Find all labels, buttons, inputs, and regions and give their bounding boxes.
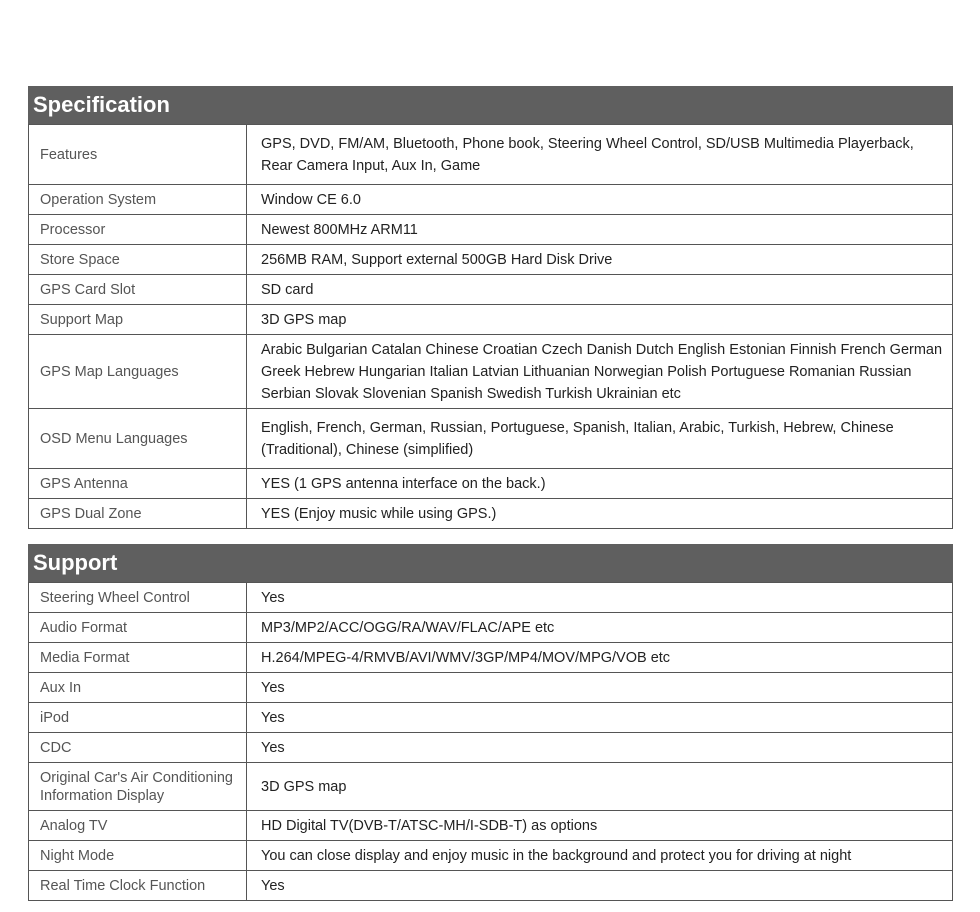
table-row [29,245,953,275]
row-value: GPS, DVD, FM/AM, Bluetooth, Phone book, Steering Wheel Control, SD/USB Multimedia Playerback, Rear Camera Input, Aux In, Game [247,125,953,185]
table-row [29,275,953,305]
row-label: Steering Wheel Control [29,583,247,613]
row-label: Night Mode [29,841,247,871]
table-row [29,811,953,841]
row-value: English, French, German, Russian, Portuguese, Spanish, Italian, Arabic, Turkish, Hebrew, Chinese (Traditional), Chinese (simplified) [247,409,953,469]
row-label: Aux In [29,673,247,703]
row-value: Window CE 6.0 [247,185,953,215]
row-value: Yes [247,583,953,613]
row-value: Yes [247,673,953,703]
support-section [28,544,953,901]
row-value: 3D GPS map [247,305,953,335]
row-value: YES (1 GPS antenna interface on the back.) [247,469,953,499]
row-value: MP3/MP2/ACC/OGG/RA/WAV/FLAC/APE etc [247,613,953,643]
row-label: Processor [29,215,247,245]
row-label: Audio Format [29,613,247,643]
support-table [28,582,953,901]
table-row [29,643,953,673]
row-label: Analog TV [29,811,247,841]
table-row [29,703,953,733]
row-value: YES (Enjoy music while using GPS.) [247,499,953,529]
specification-header: Specification [28,86,953,124]
table-row [29,185,953,215]
table-row [29,763,953,811]
row-label: Features [29,125,247,185]
row-label: Store Space [29,245,247,275]
row-value: H.264/MPEG-4/RMVB/AVI/WMV/3GP/MP4/MOV/MPG/VOB etc [247,643,953,673]
row-label: Original Car's Air Conditioning Information Display [29,763,247,811]
table-row [29,841,953,871]
row-value: Newest 800MHz ARM11 [247,215,953,245]
row-value: Yes [247,703,953,733]
row-value: HD Digital TV(DVB-T/ATSC-MH/I-SDB-T) as options [247,811,953,841]
support-header: Support [28,544,953,582]
table-row [29,335,953,409]
table-row [29,305,953,335]
table-row [29,613,953,643]
table-row [29,469,953,499]
row-value: SD card [247,275,953,305]
table-row [29,499,953,529]
table-row [29,409,953,469]
row-label: GPS Map Languages [29,335,247,409]
table-row [29,215,953,245]
row-label: GPS Card Slot [29,275,247,305]
specification-section [28,86,953,529]
table-row [29,125,953,185]
row-value: Yes [247,733,953,763]
table-row [29,733,953,763]
row-label: OSD Menu Languages [29,409,247,469]
specification-table [28,124,953,529]
row-value: You can close display and enjoy music in the background and protect you for driving at night [247,841,953,871]
row-value: 256MB RAM, Support external 500GB Hard Disk Drive [247,245,953,275]
row-value: Arabic Bulgarian Catalan Chinese Croatian Czech Danish Dutch English Estonian Finnish French German Greek Hebrew Hungarian Italian Latvian Lithuanian Norwegian Polish Portuguese Romanian Russian Serbian Slovak Slovenian Spanish Swedish Turkish Ukrainian etc [247,335,953,409]
table-row [29,583,953,613]
row-label: iPod [29,703,247,733]
row-label: CDC [29,733,247,763]
table-row [29,871,953,901]
row-label: Real Time Clock Function [29,871,247,901]
row-label: GPS Dual Zone [29,499,247,529]
table-row [29,673,953,703]
row-label: Media Format [29,643,247,673]
row-value: Yes [247,871,953,901]
row-value: 3D GPS map [247,763,953,811]
row-label: Support Map [29,305,247,335]
row-label: GPS Antenna [29,469,247,499]
row-label: Operation System [29,185,247,215]
